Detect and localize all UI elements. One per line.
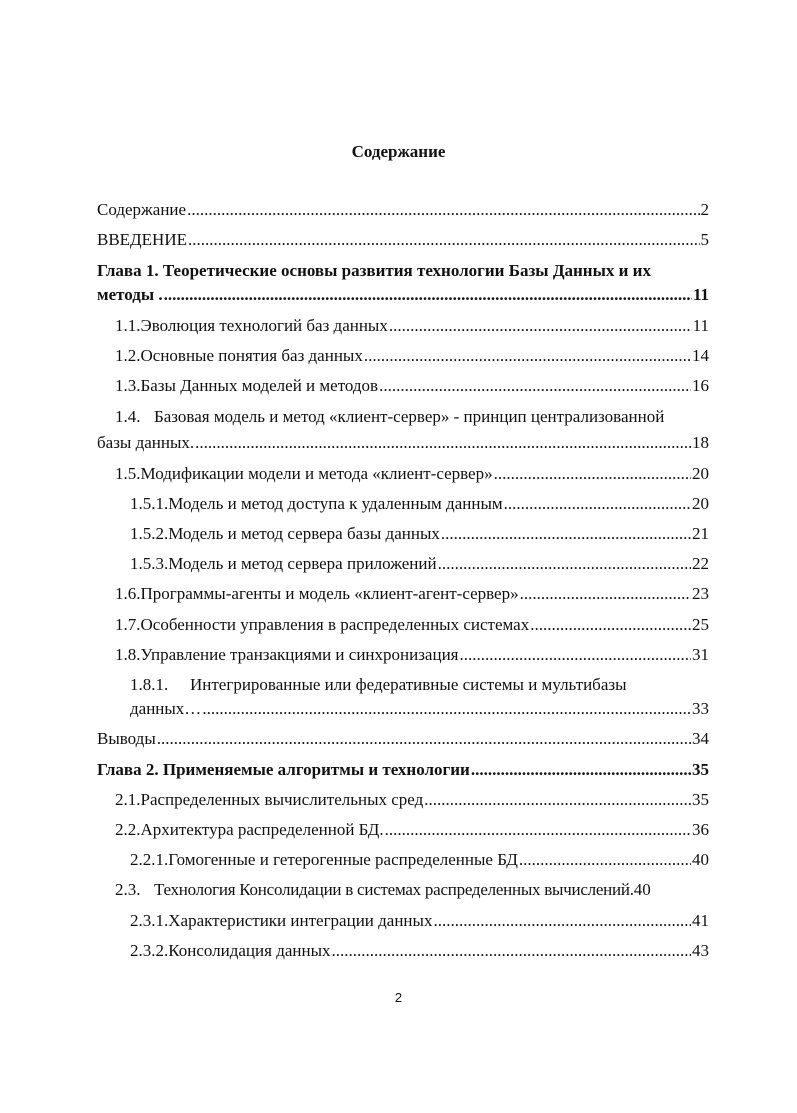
toc-entry-label: Распределенных вычислительных сред	[140, 790, 424, 809]
toc-entry-label: Глава 2. Применяемые алгоритмы и технологии	[97, 760, 470, 779]
toc-entry[interactable]	[130, 524, 709, 544]
toc-entry-label: Особенности управления в распределенных системах	[140, 615, 530, 634]
toc-entry-number: 1.8.	[115, 645, 141, 664]
toc-entry-line1	[130, 675, 627, 695]
toc-entry-label: Характеристики интеграции данных	[168, 911, 433, 930]
toc-entry[interactable]	[97, 200, 709, 220]
toc-entry-number: 1.6.	[115, 584, 141, 603]
toc-entry[interactable]	[115, 880, 709, 900]
toc-entry-page: 33	[692, 699, 709, 718]
toc-entry-label: Модель и метод доступа к удаленным данным	[168, 494, 503, 513]
toc-entry-number: 2.3.	[115, 880, 141, 899]
toc-entry[interactable]	[115, 790, 709, 810]
toc-entry-label: базы данных.	[97, 433, 195, 452]
toc-title: Содержание	[351, 142, 446, 161]
toc-entry-label: ВВЕДЕНИЕ	[97, 230, 187, 249]
toc-entry-page: 11	[692, 316, 709, 335]
dot-leader	[332, 941, 691, 961]
toc-entry[interactable]	[115, 376, 709, 396]
dot-leader	[504, 494, 691, 514]
page-number: 2	[394, 990, 403, 1005]
dot-leader	[379, 376, 691, 396]
toc-chapter-entry[interactable]	[97, 760, 709, 780]
toc-entry-number: 1.3.	[115, 376, 141, 395]
dot-leader	[460, 645, 692, 665]
toc-entry-page: 40	[633, 880, 651, 899]
toc-entry-page: 43	[692, 941, 709, 960]
toc-entry-number: 1.4.	[115, 407, 141, 426]
toc-entry-page: 14	[692, 346, 709, 365]
toc-entry-number: 1.5.3.	[130, 554, 169, 573]
toc-entry-number: 2.2.	[115, 820, 141, 839]
toc-entry[interactable]	[97, 230, 709, 250]
toc-entry-label: Гомогенные и гетерогенные распределенные БД	[168, 850, 518, 869]
toc-entry[interactable]	[115, 615, 709, 635]
toc-entry-number: 2.3.1.	[130, 911, 169, 930]
toc-entry-label-line1: Интегрированные или федеративные системы и мультибазы	[190, 675, 627, 694]
toc-entry[interactable]	[115, 346, 709, 366]
toc-entry-label: Технология Консолидации в системах распределенных вычислений.	[154, 880, 634, 899]
dot-leader	[424, 790, 691, 810]
toc-entry-page: 34	[692, 729, 709, 748]
toc-entry[interactable]	[115, 584, 709, 604]
toc-entry[interactable]	[130, 554, 709, 574]
toc-entry[interactable]	[130, 941, 709, 961]
toc-entry-number: 1.5.2.	[130, 524, 169, 543]
toc-entry-page: 11	[692, 285, 709, 304]
toc-entry[interactable]	[115, 820, 709, 840]
toc-entry-label: Консолидация данных	[168, 941, 331, 960]
dot-leader	[389, 316, 692, 336]
toc-entry-number: 1.8.1.	[130, 675, 169, 694]
toc-entry[interactable]	[130, 699, 709, 719]
dot-leader	[520, 584, 691, 604]
toc-entry[interactable]	[130, 911, 709, 931]
toc-entry-label: Модель и метод сервера приложений	[168, 554, 437, 573]
toc-entry[interactable]	[115, 645, 709, 665]
dot-leader	[438, 554, 691, 574]
dot-leader	[385, 820, 691, 840]
dot-leader	[441, 524, 691, 544]
toc-entry-label: Модификации модели и метода «клиент-сервер»	[140, 464, 493, 483]
toc-entry-page: 31	[692, 645, 709, 664]
dot-leader	[364, 346, 691, 366]
toc-entry-number: 2.3.2.	[130, 941, 169, 960]
toc-entry-label: Управление транзакциями и синхронизация	[140, 645, 459, 664]
toc-entry-page: 20	[692, 464, 709, 483]
dot-leader	[188, 230, 700, 250]
toc-entry-label: Модель и метод сервера базы данных	[168, 524, 440, 543]
dot-leader	[187, 200, 699, 220]
toc-entry[interactable]	[115, 316, 709, 336]
toc-entry-line1	[115, 407, 664, 427]
toc-entry-label: методы .	[97, 285, 163, 304]
toc-entry[interactable]	[115, 464, 709, 484]
toc-entry-page: 18	[692, 433, 709, 452]
dot-leader	[157, 729, 691, 749]
toc-entry-number: 1.7.	[115, 615, 141, 634]
toc-entry-number: 1.5.	[115, 464, 141, 483]
toc-entry-page: 35	[692, 790, 709, 809]
toc-entry-page: 2	[700, 200, 709, 219]
toc-entry-number: 2.2.1.	[130, 850, 169, 869]
toc-entry[interactable]	[97, 433, 709, 453]
dot-leader	[195, 433, 691, 453]
toc-entry-page: 41	[692, 911, 709, 930]
toc-entry-page: 40	[692, 850, 709, 869]
toc-entry-label: данных…	[130, 699, 202, 718]
toc-chapter-entry[interactable]	[97, 285, 709, 305]
toc-entry-page: 36	[692, 820, 709, 839]
toc-entry-label: Базы Данных моделей и методов	[140, 376, 379, 395]
toc-entry-page: 5	[700, 230, 709, 249]
toc-entry-label: Эволюция технологий баз данных	[140, 316, 388, 335]
toc-entry-label: Программы-агенты и модель «клиент-агент-сервер»	[140, 584, 519, 603]
toc-entry-label: Основные понятия баз данных	[140, 346, 363, 365]
toc-entry-page: 35	[692, 760, 709, 779]
toc-entry[interactable]	[130, 850, 709, 870]
toc-entry-number: 1.5.1.	[130, 494, 169, 513]
dot-leader	[519, 850, 691, 870]
dot-leader	[202, 699, 691, 719]
dot-leader	[433, 911, 691, 931]
toc-entry[interactable]	[97, 729, 709, 749]
toc-entry-label: Архитектура распределенной БД.	[140, 820, 384, 839]
toc-entry-page: 22	[692, 554, 709, 573]
toc-entry-label: Содержание	[97, 200, 187, 219]
toc-entry-page: 16	[692, 376, 709, 395]
toc-entry-number: 2.1.	[115, 790, 141, 809]
dot-leader	[494, 464, 691, 484]
toc-entry-line1: Глава 1. Теоретические основы развития технологии Базы Данных и их	[97, 261, 651, 280]
toc-entry-page: 21	[692, 524, 709, 543]
dot-leader	[164, 285, 692, 305]
toc-entry-label: Выводы	[97, 729, 156, 748]
toc-entry-page: 20	[692, 494, 709, 513]
toc-entry[interactable]	[130, 494, 709, 514]
toc-entry-label-line1: Базовая модель и метод «клиент-сервер» - принцип централизованной	[154, 407, 665, 426]
toc-entry-page: 25	[692, 615, 709, 634]
dot-leader	[530, 615, 691, 635]
toc-entry-page: 23	[692, 584, 709, 603]
dot-leader	[471, 760, 691, 780]
toc-entry-number: 1.2.	[115, 346, 141, 365]
toc-entry-number: 1.1.	[115, 316, 141, 335]
